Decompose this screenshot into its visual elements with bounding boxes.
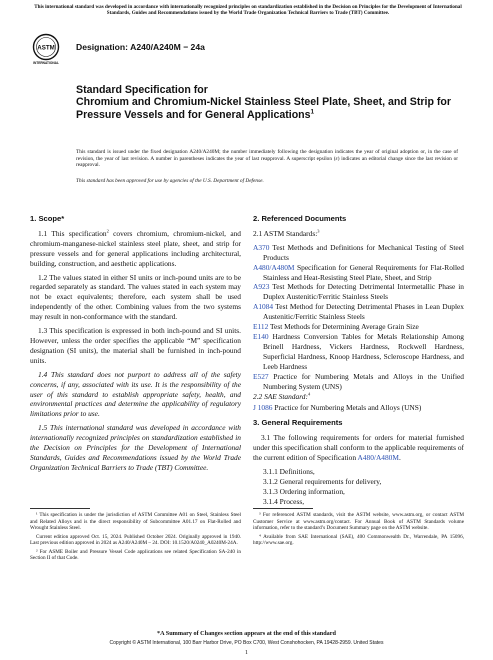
- ref-a480[interactable]: A480/A480M Specification for General Requirements for Flat-Rolled Stainless and Heat-Resisting Steel Plate, Sheet, and Strip: [253, 262, 464, 282]
- footnote-divider-left: [30, 508, 90, 509]
- general-3-1-1: 3.1.1 Definitions,: [263, 466, 315, 476]
- general-3-1-2: 3.1.2 General requirements for delivery,: [263, 476, 382, 486]
- link-a480[interactable]: A480/A480M: [357, 452, 399, 462]
- footnote-1-edition: Current edition approved Oct. 15, 2024. Published October 2024. Originally approved in 1940. Last previous edition approved in 2024 as A240/A240M – 24. DOI: 10.1520/A0240_A0240M-24A.: [30, 533, 241, 546]
- footnotes-right: [253, 512, 464, 549]
- footnote-4: ⁴ Available from SAE International (SAE), 400 Commonwealth Dr., Warrendale, PA 15096, http://www.sae.org.: [253, 533, 464, 546]
- copyright-line: Copyright © ASTM International, 100 Barr Harbor Drive, PO Box C700, West Conshohocken, PA 19428-2959. United States: [109, 640, 384, 646]
- astm-standards-label: 2.1 ASTM Standards:$^3$: [253, 228, 320, 238]
- ref-j1086[interactable]: J 1086 Practice for Numbering Metals and Alloys (UNS): [253, 403, 422, 413]
- scope-1-3: 1.3 This specification is expressed in both inch-pound and SI units. However, unless the order specifies the applicable “M” specification designation (SI units), the material shall be furnished in inch-pound units.: [30, 326, 241, 365]
- astm-logo-icon: [30, 33, 62, 65]
- general-3-1: 3.1 The following requirements for orders for material furnished under this specification shall conform to the applicable requirements of the current edition of Specification A480/A480M.: [253, 433, 464, 462]
- title-footnote-mark: 1: [310, 108, 315, 116]
- page-number: 1: [245, 650, 248, 656]
- ref-a923[interactable]: A923 Test Methods for Detecting Detrimental Intermetallic Phase in Duplex Austenitic/Ferritic Stainless Steels: [253, 282, 464, 302]
- footnotes-left: [30, 512, 241, 564]
- ref-e527[interactable]: E527 Practice for Numbering Metals and Alloys in the Unified Numbering System (UNS): [253, 371, 464, 391]
- footnote-2: ² For ASME Boiler and Pressure Vessel Code applications see related Specification SA-240 in Section II of that Code.: [30, 548, 241, 561]
- scope-1-2: 1.2 The values stated in either SI units or inch-pound units are to be regarded separately as standard. The values stated in each system may not be exact equivalents; therefore, each system shall be used independently of the other. Combining values from the two systems may result in non-conformance with the standard.: [30, 272, 241, 322]
- general-3-1-3: 3.1.3 Ordering information,: [263, 486, 345, 496]
- scope-1-1: 1.1 This specification$^2$ covers chromium, chromium-nickel, and chromium-manganese-nickel stainless steel plate, sheet, and strip for pressure vessels and for general applications including architectural, building, construction, and aesthetic applications.: [30, 228, 241, 268]
- sae-standard-label: 2.2 SAE Standard:$^4$: [253, 391, 311, 402]
- ref-e140[interactable]: E140 Hardness Conversion Tables for Metals Relationship Among Brinell Hardness, Vickers Hardness, Rockwell Hardness, Superficial Hardness, Knoop Hardness, Scleroscope Hardness, and Leeb Hardness: [253, 331, 464, 371]
- issued-note: This standard is issued under the fixed designation A240/A240M; the number immediately following the designation indicates the year of original adoption or, in the case of revision, the year of last revision. A number in parentheses indicates the year of last reapproval. A superscript epsilon (ε) indicates an editorial change since the last revision or reapproval.: [76, 149, 458, 169]
- right-column: [253, 214, 464, 506]
- footnote-3: ³ For referenced ASTM standards, visit the ASTM website, www.astm.org, or contact ASTM Customer Service at www.astm.org/contact. For Annual Book of ASTM Standards volume information, refer to the standard’s Document Summary page on the ASTM website.: [253, 512, 464, 531]
- title-line-2: Chromium and Chromium-Nickel Stainless Steel Plate, Sheet, and Strip for Pressure Vessels and for General Applications: [76, 96, 451, 121]
- approved-note: This standard has been approved for use by agencies of the U.S. Department of Defense.: [76, 178, 264, 184]
- scope-1-5: 1.5 This international standard was developed in accordance with internationally recognized principles on standardization established in the Decision on Principles for the Development of International Standards, Guides and Recommendations issued by the World Trade Organization Technical Barriers to Trade (TBT) Committee.: [30, 423, 241, 472]
- ref-e112[interactable]: E112 Test Methods for Determining Average Grain Size: [253, 322, 419, 332]
- scope-heading: 1. Scope*: [30, 214, 65, 223]
- scope-1-4: 1.4 This standard does not purport to address all of the safety concerns, if any, associated with its use. It is the responsibility of the user of this standard to establish appropriate safety, health, and environmental practices and determine the applicability of regulatory limitations prior to use.: [30, 369, 241, 419]
- ref-a370[interactable]: A370 Test Methods and Definitions for Mechanical Testing of Steel Products: [253, 242, 464, 262]
- ref-a1084[interactable]: A1084 Test Method for Detecting Detrimental Phases in Lean Duplex Austenitic/Ferritic Stainless Steels: [253, 302, 464, 322]
- document-title: [76, 84, 456, 121]
- footnote-divider-right: [253, 508, 313, 509]
- summary-of-changes-note: *A Summary of Changes section appears at the end of this standard: [157, 630, 336, 637]
- general-3-1-4: 3.1.4 Process,: [263, 496, 305, 506]
- tbt-notice: This international standard was developed in accordance with internationally recognized principles on standardization established in the Decision on Principles for the Development of International Standards, Guides and Recommendations issued by the World Trade Organization Technical Barriers to Trade (TBT) Committee.: [34, 4, 462, 17]
- left-column: [30, 214, 241, 477]
- logo-text: ASTM: [37, 44, 55, 52]
- title-line-1: Standard Specification for: [76, 84, 208, 96]
- logo-subtext: INTERNATIONAL: [33, 61, 59, 65]
- general-heading: 3. General Requirements: [253, 418, 343, 428]
- footnote-1: ¹ This specification is under the jurisdiction of ASTM Committee A01 on Steel, Stainless Steel and Related Alloys and is the direct responsibility of Subcommittee A01.17 on Flat-Rolled and Wrought Stainless Steel.: [30, 512, 241, 531]
- designation: Designation: A240/A240M − 24a: [76, 42, 205, 52]
- referenced-heading: 2. Referenced Documents: [253, 214, 347, 223]
